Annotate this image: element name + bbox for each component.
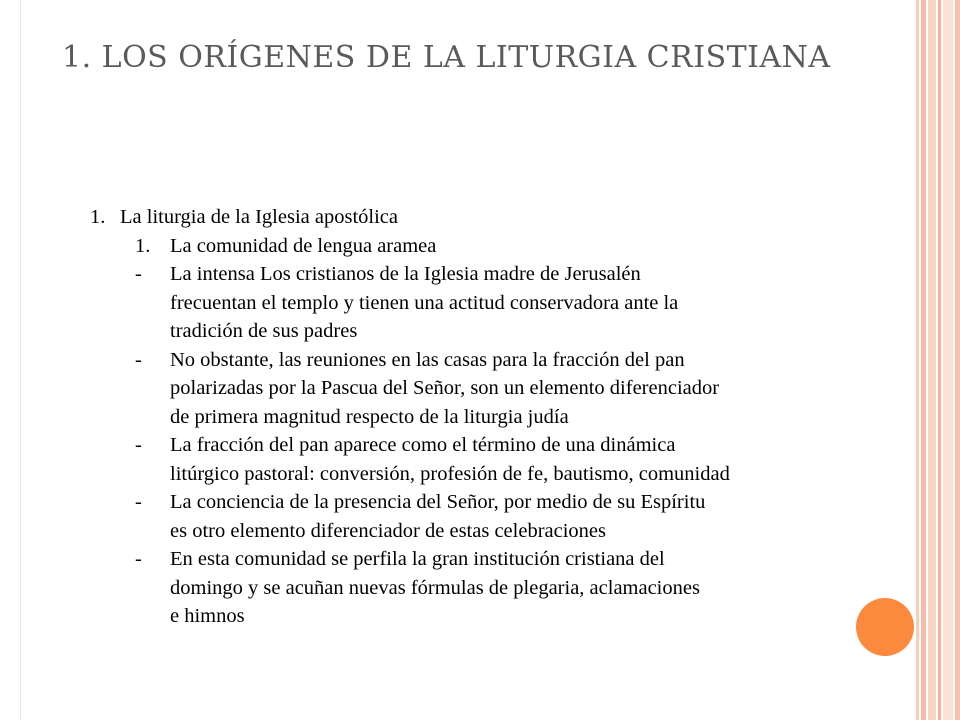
item-text: La liturgia de la Iglesia apostólica (120, 206, 398, 228)
outline-subitem-1 (90, 232, 930, 261)
frame-line (20, 0, 21, 720)
bullet-item (90, 431, 930, 460)
bullet-text: En esta comunidad se perfila la gran institución cristiana del (170, 548, 665, 570)
bullet-marker: - (135, 348, 142, 371)
bullet-continuation: e himnos (170, 605, 245, 627)
bullet-text: No obstante, las reuniones en las casas para la fracción del pan (170, 348, 685, 371)
bullet-continuation: polarizadas por la Pascua del Señor, son un elemento diferenciador (170, 377, 720, 399)
bullet-marker: - (135, 548, 142, 570)
outline-item-1 (90, 203, 930, 232)
bullet-continuation: tradición de sus padres (170, 320, 358, 342)
slide-body (90, 203, 930, 631)
accent-circle (856, 598, 914, 656)
bullet-continuation: litúrgico pastoral: conversión, profesión de fe, bautismo, comunidad (170, 462, 730, 485)
bullet-item (90, 260, 930, 289)
stripe (938, 0, 941, 720)
bullet-item (90, 346, 930, 375)
bullet-item (90, 545, 930, 574)
bullet-marker: - (135, 263, 142, 285)
bullet-text: La conciencia de la presencia del Señor, por medio de su Espíritu (170, 491, 706, 513)
item-number: 1. (90, 206, 106, 228)
bullet-continuation: domingo y se acuñan nuevas fórmulas de plegaria, aclamaciones (170, 576, 700, 599)
stripe (955, 0, 960, 720)
bullet-marker: - (135, 491, 142, 513)
bullet-continuation: frecuentan el templo y tienen una actitud conservadora ante la (170, 291, 679, 314)
bullet-marker: - (135, 434, 142, 456)
stripe (943, 0, 953, 720)
bullet-continuation: de primera magnitud respecto de la liturgia judía (170, 405, 569, 428)
bullet-text: La intensa Los cristianos de la Iglesia madre de Jerusalén (170, 263, 641, 285)
subitem-text: La comunidad de lengua aramea (170, 234, 437, 257)
bullet-item (90, 488, 930, 517)
slide-title: 1. LOS ORÍGENES DE LA LITURGIA CRISTIANA (62, 40, 831, 75)
subitem-number: 1. (135, 234, 151, 257)
bullet-text: La fracción del pan aparece como el término de una dinámica (170, 434, 676, 456)
bullet-continuation: es otro elemento diferenciador de estas celebraciones (170, 519, 606, 542)
